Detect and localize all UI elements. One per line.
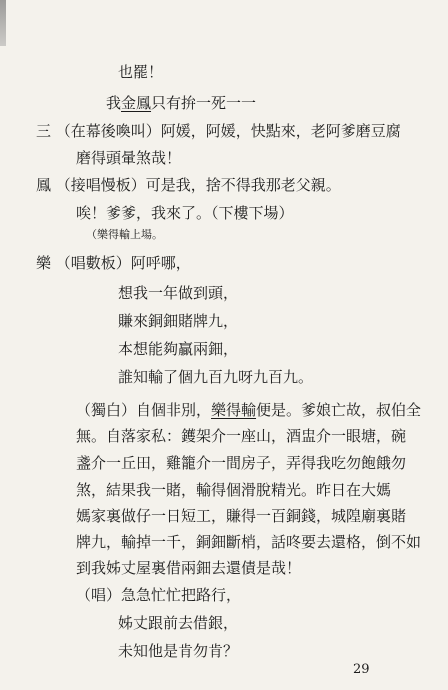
character-name-underlined: 金鳳 (121, 94, 152, 112)
line-20: （唱）急急忙忙把路行， (76, 586, 242, 604)
line-3: 三 （在幕後喚叫）阿媛，阿媛，快點來，老阿爹磨豆腐 (36, 122, 401, 140)
line-22: 未知他是肯勿肯？ (118, 642, 239, 660)
line-1: 也罷！ (118, 63, 164, 81)
line-5: 鳳 （接唱慢板）可是我，捨不得我那老父親。 (36, 176, 341, 194)
line-18: 牌九，輸掉一千，銅鈿斷梢，話咚要去還格，倒不如 (76, 533, 422, 551)
line-4: 磨得頭暈煞哉！ (76, 149, 182, 167)
line-6: 唉！爹爹，我來了。（下樓下場） (76, 204, 294, 222)
binding-edge-shadow (0, 0, 6, 46)
line-19: 到我姊丈屋裏借兩鈿去還債是哉！ (76, 559, 302, 577)
line-11: 本想能夠贏兩鈿， (118, 340, 239, 358)
line-2: 我金鳳只有拚一死一一 (106, 94, 257, 112)
line-13: （獨白）自個非別，樂得輸便是。爹娘亡故，叔伯全 (76, 401, 422, 419)
line-16: 煞，結果我一賭，輸得個滑脫精光。昨日在大媽 (76, 481, 392, 499)
line-14: 無。自落家私：鑊架介一座山，酒盅介一眼塘，碗 (76, 427, 407, 445)
line-9: 想我一年做到頭， (118, 284, 239, 302)
line-10: 賺來銅鈿賭牌九， (118, 312, 239, 330)
line-8: 樂 （唱數板）阿呼哪， (36, 254, 191, 272)
line-7-stage-direction: （樂得輸上場。 (86, 228, 163, 241)
line-21: 姊丈跟前去借銀， (118, 614, 239, 632)
line-12: 誰知輸了個九百九呀九百九。 (118, 368, 314, 386)
line-17: 媽家裏做仔一日短工，賺得一百銅錢，城隍廟裏賭 (76, 507, 407, 525)
line-15: 盞介一丘田，雞籠介一間房子，弄得我吃勿飽餓勿 (76, 454, 407, 472)
page-number: 29 (353, 662, 370, 677)
character-name-underlined: 樂得輸 (211, 401, 257, 419)
